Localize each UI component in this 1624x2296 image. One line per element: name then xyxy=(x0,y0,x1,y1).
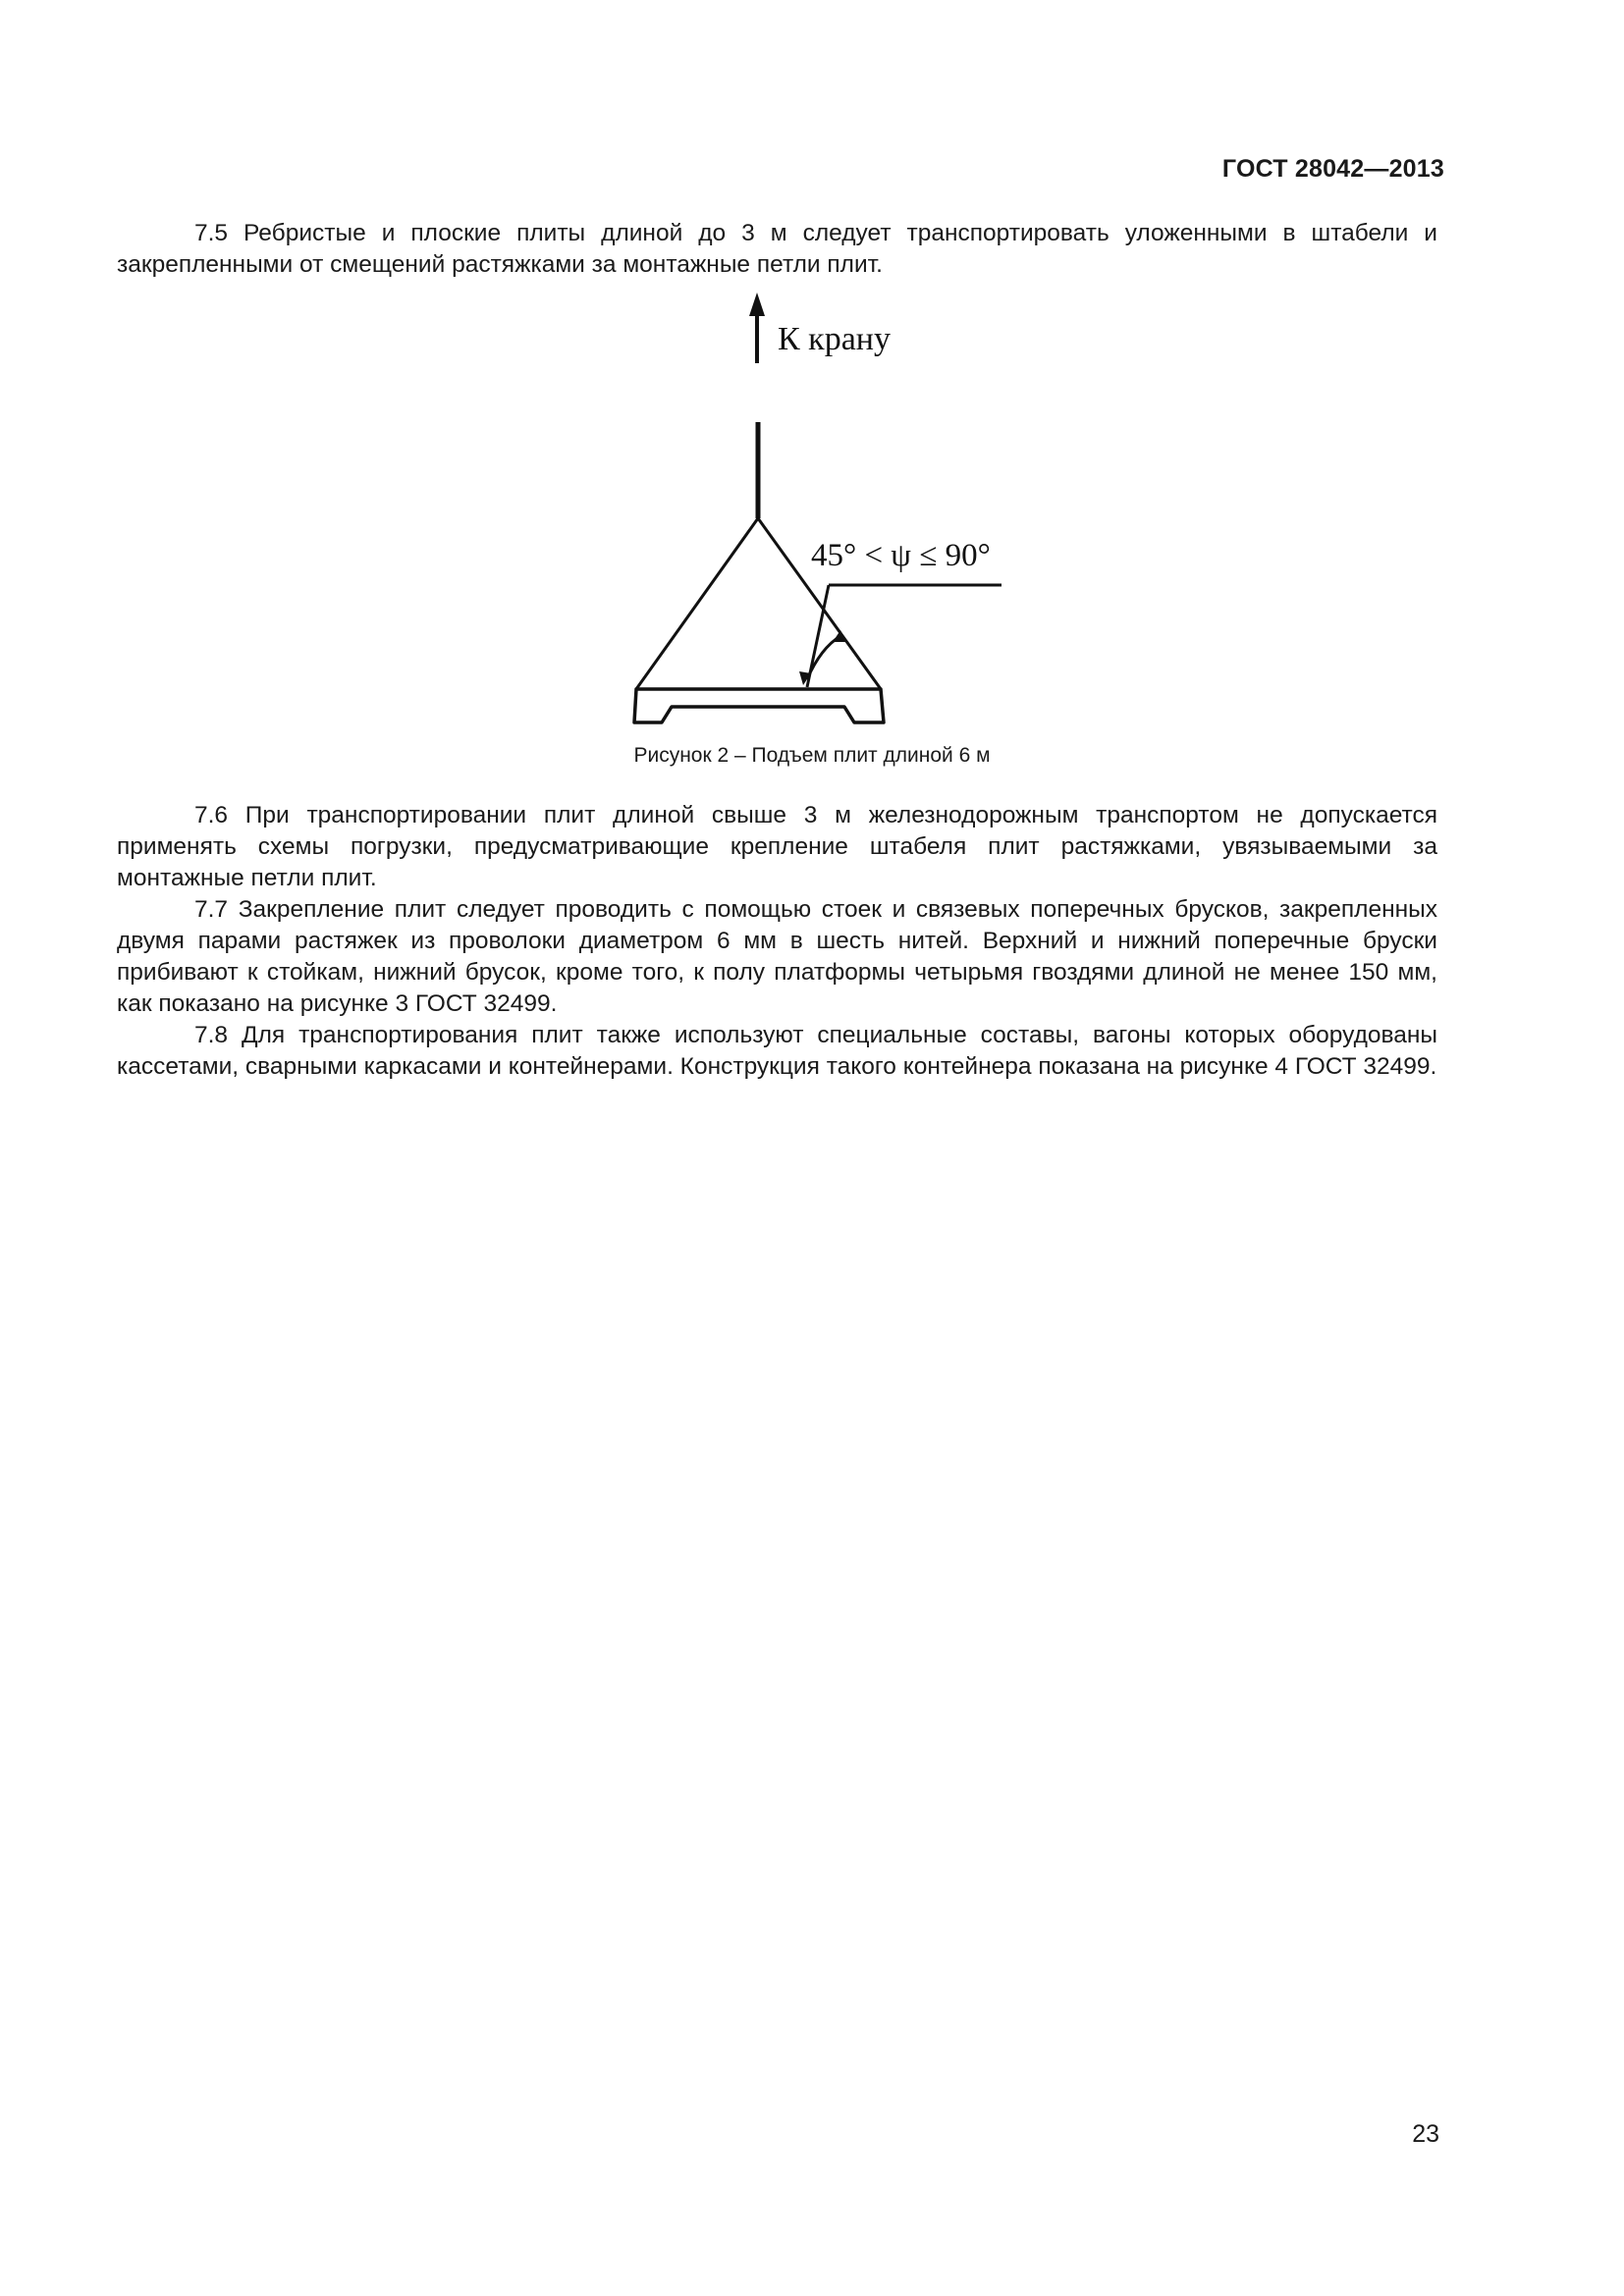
up-arrow-icon xyxy=(749,293,765,363)
angle-arc xyxy=(799,630,846,685)
document-code-header: ГОСТ 28042—2013 xyxy=(1221,155,1444,183)
paragraph-7-7: 7.7 Закрепление плит следует проводить с помощью стоек и связевых поперечных брусков, закрепленных двумя парами растяжек из проволоки диаметром 6 мм в шесть нитей. Верхний и нижний поперечные бруски прибивают к стойкам, нижний брусок, кроме того, к полу платформы четырьмя гвоздями длиной не менее 150 мм, как показано на рисунке 3 ГОСТ 32499. xyxy=(117,896,1437,1017)
page-number: 23 xyxy=(1412,2120,1439,2148)
paragraph-7-6: 7.6 При транспортировании плит длиной свыше 3 м железнодорожным транспортом не допускается применять схемы погрузки, предусматривающие крепление штабеля плит растяжками, увязываемыми за монтажные петли плит. xyxy=(117,802,1437,891)
ribbed-slab xyxy=(634,689,884,722)
figure-caption: Рисунок 2 – Подъем плит длиной 6 м xyxy=(633,744,991,767)
crane-label: К крану xyxy=(778,321,891,357)
paragraph-7-8: 7.8 Для транспортирования плит также используют специальные составы, вагоны которых оборудованы кассетами, сварными каркасами и контейнерами. Конструкция такого контейнера показана на рисунке 4 ГОСТ 32499. xyxy=(117,1022,1437,1080)
sections-7-6-to-7-8 xyxy=(117,800,1437,1083)
section-7-5 xyxy=(117,218,1437,281)
figure-slab-lifting-diagram xyxy=(589,285,1041,746)
paragraph-7-5: 7.5 Ребристые и плоские плиты длиной до 3 м следует транспортировать уложенными в штабели и закрепленными от смещений растяжками за монтажные петли плит. xyxy=(117,220,1437,278)
angle-label: 45° < ψ ≤ 90° xyxy=(811,538,991,573)
